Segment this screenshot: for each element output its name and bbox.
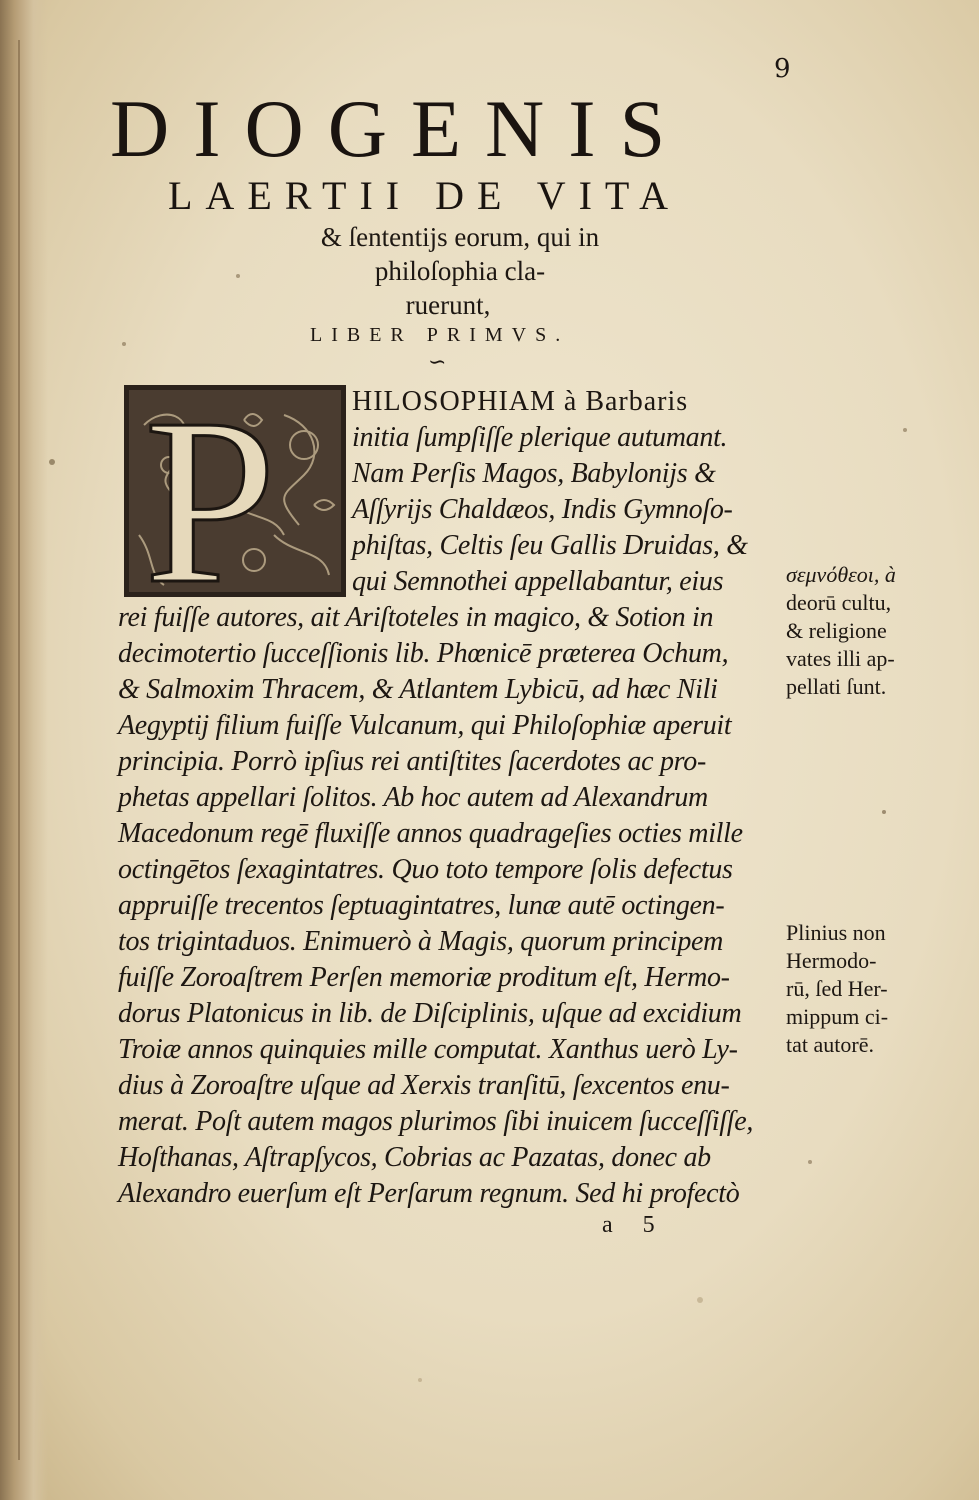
- body-line-8: decimotertio ſucceſſionis lib. Phœnicē præterea Ochum,: [118, 638, 729, 669]
- margin-note-1-line-2: deorū cultu,: [786, 590, 892, 615]
- title-line-3: & ſententijs eorum, qui in: [320, 222, 600, 252]
- body-line-1: HILOSOPHIAM à Barbaris: [352, 386, 689, 417]
- body-line-13: Macedonum regē fluxiſſe annos quadrageſies octies mille: [118, 818, 743, 849]
- book-gutter: [0, 0, 48, 1500]
- margin-note-1-line-5: pellati ſunt.: [786, 674, 887, 699]
- margin-note-2-line-1: Plinius non: [786, 920, 886, 945]
- printer-signature: a 5: [602, 1212, 667, 1238]
- margin-note-1-line-4: vates illi ap-: [786, 646, 895, 671]
- book-heading: LIBER PRIMVS.: [310, 324, 570, 346]
- body-line-14: octingētos ſexagintatres. Quo toto tempore ſolis defectus: [118, 854, 733, 885]
- title-author: DIOGENIS: [110, 83, 690, 174]
- body-line-5: phiſtas, Celtis ſeu Gallis Druidas, &: [352, 530, 748, 561]
- body-line-16: tos trigintaduos. Enimuerò à Magis, quorum principem: [118, 926, 724, 957]
- body-line-10: Aegyptij filium fuiſſe Vulcanum, qui Philoſophiæ aperuit: [118, 710, 732, 741]
- body-line-6: qui Semnothei appellabantur, eius: [352, 566, 724, 597]
- margin-note-1-line-3: & religione: [786, 618, 887, 643]
- gutter-fold-line: [18, 40, 20, 1460]
- drop-cap-woodcut: [124, 385, 346, 597]
- body-line-19: Troiæ annos quinquies mille computat. Xanthus uerò Ly-: [118, 1034, 738, 1065]
- margin-note-2-line-2: Hermodo-: [786, 948, 877, 973]
- body-line-23: Alexandro euerſum eſt Perſarum regnum. Sed hi profectò: [118, 1178, 740, 1209]
- body-line-12: phetas appellari ſolitos. Ab hoc autem ad Alexandrum: [118, 782, 708, 813]
- drop-cap-letter: P: [144, 385, 277, 597]
- body-line-21: merat. Poſt autem magos plurimos ſibi inuicem ſucceſſiſſe,: [118, 1106, 754, 1137]
- body-line-11: principia. Porrò ipſius rei antiſtites ſacerdotes ac pro-: [118, 746, 706, 777]
- margin-note-2-line-3: rū, ſed Her-: [786, 976, 888, 1001]
- page-number: 9: [774, 54, 791, 84]
- body-line-3: Nam Perſis Magos, Babylonijs &: [352, 458, 716, 489]
- body-line-4: Aſſyrijs Chaldæos, Indis Gymnoſo-: [352, 494, 733, 525]
- body-line-17: fuiſſe Zoroaſtrem Perſen memoriæ proditum eſt, Hermo-: [118, 962, 730, 993]
- title-line-4: philoſophia cla-: [374, 256, 546, 286]
- ornament-glyph: ∽: [428, 350, 447, 375]
- body-line-7: rei fuiſſe autores, ait Ariſtoteles in magico, & Sotion in: [118, 602, 714, 633]
- body-line-2: initia ſumpſiſſe plerique autumant.: [352, 422, 728, 453]
- title-line-5: ruerunt,: [405, 290, 491, 320]
- title-subtitle: LAERTII DE VITA: [168, 173, 682, 218]
- body-line-15: appruiſſe trecentos ſeptuagintatres, lunæ autē octingen-: [118, 890, 725, 921]
- margin-note-1-line-1: σεμνόθεοι, à: [786, 562, 896, 587]
- body-line-22: Hoſthanas, Aſtrapſycos, Cobrias ac Pazatas, donec ab: [118, 1142, 711, 1173]
- margin-note-2-line-4: mippum ci-: [786, 1004, 889, 1029]
- margin-note-2-line-5: tat autorē.: [786, 1032, 874, 1057]
- body-line-9: & Salmoxim Thracem, & Atlantem Lybicū, ad hæc Nili: [118, 674, 718, 705]
- body-line-20: dius à Zoroaſtre uſque ad Xerxis tranſitū, ſexcentos enu-: [118, 1070, 730, 1101]
- body-line-18: dorus Platonicus in lib. de Diſciplinis, uſque ad excidium: [118, 998, 742, 1029]
